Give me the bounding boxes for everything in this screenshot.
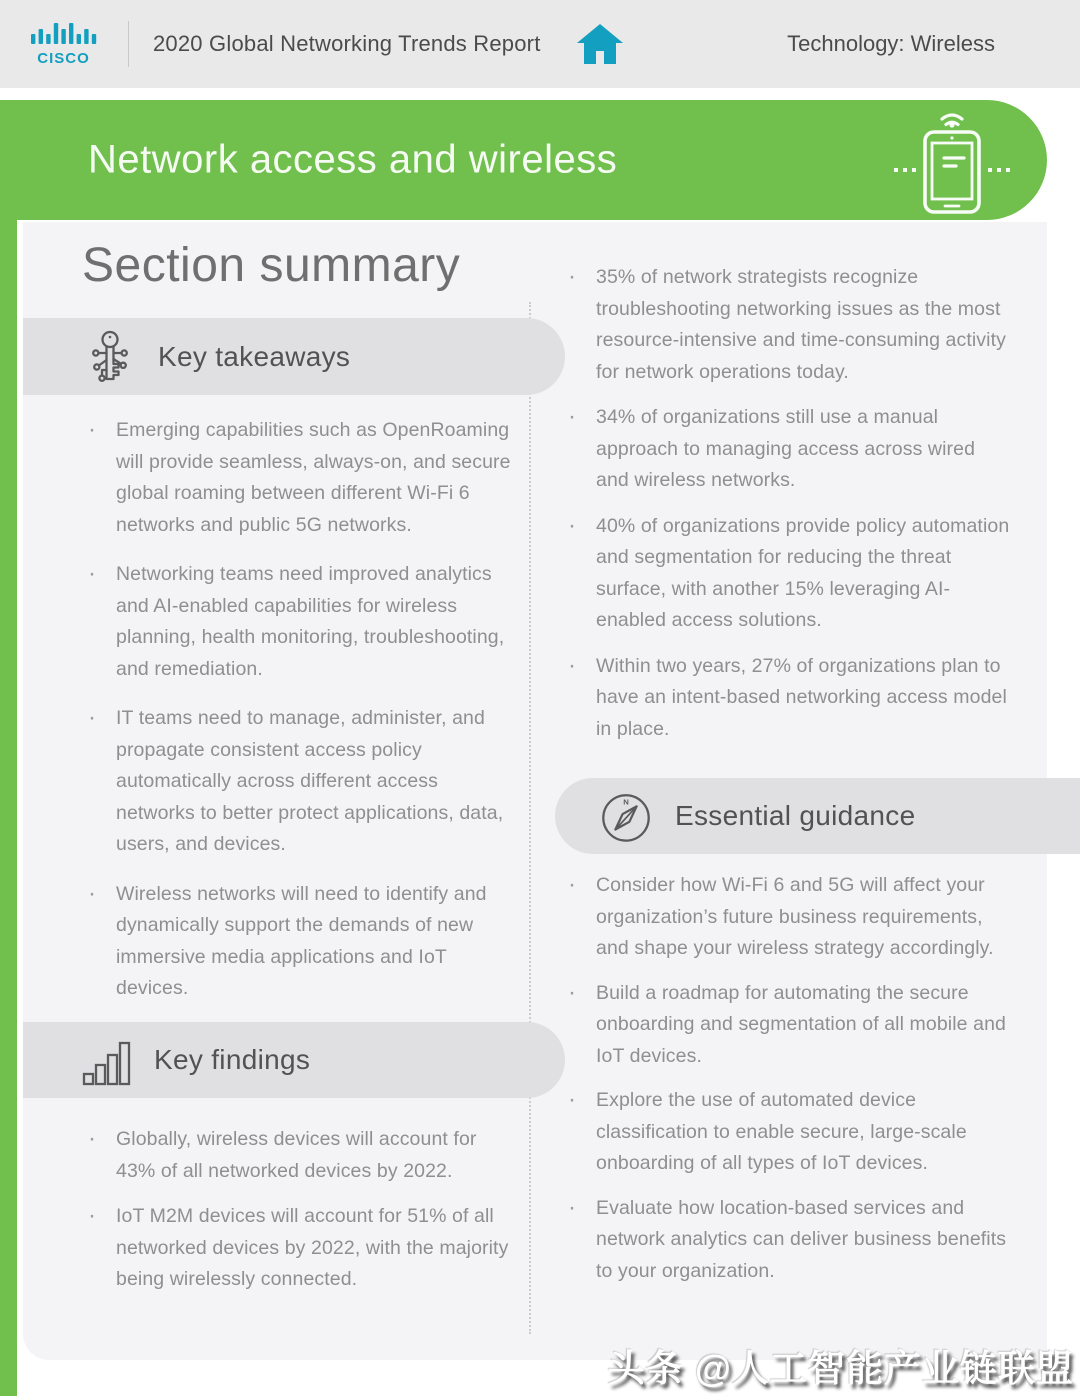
- takeaway-item: · Emerging capabilities such as OpenRoaming will provide seamless, always-on, and secure global roaming between different Wi-Fi 6 networks and public 5G networks.: [86, 415, 514, 541]
- essential-guidance-label: Essential guidance: [675, 800, 916, 831]
- guidance-item: · Consider how Wi-Fi 6 and 5G will affect your organization’s future business requirements, and shape your wireless strategy accordingly.: [566, 870, 1016, 965]
- side-strip: [0, 218, 17, 1396]
- guidance-item: · Explore the use of automated device classification to enable secure, large-scale onboarding of all types of IoT devices.: [566, 1085, 1016, 1180]
- home-icon[interactable]: [577, 24, 623, 64]
- guidance-list: [566, 870, 1016, 1300]
- stat-item: · Within two years, 27% of organizations plan to have an intent-based networking access model in place.: [566, 651, 1012, 746]
- guidance-item: · Build a roadmap for automating the secure onboarding and segmentation of all mobile and IoT devices.: [566, 978, 1016, 1073]
- guidance-item: · Evaluate how location-based services and network analytics can deliver business benefits to your organization.: [566, 1193, 1016, 1288]
- key-takeaways-header: [23, 318, 565, 395]
- cisco-logo-icon: [30, 18, 108, 70]
- takeaway-item: · Wireless networks will need to identify and dynamically support the demands of new immersive media applications and IoT devices.: [86, 879, 514, 1005]
- takeaways-list: [86, 415, 514, 1023]
- svg-text:CISCO: CISCO: [37, 50, 90, 67]
- finding-item: · IoT M2M devices will account for 51% of all networked devices by 2022, with the majority being wirelessly connected.: [86, 1201, 518, 1296]
- header-divider: [128, 21, 129, 67]
- key-findings-label: Key findings: [154, 1044, 311, 1075]
- report-title: 2020 Global Networking Trends Report: [153, 31, 541, 56]
- banner-title: Network access and wireless: [88, 137, 618, 182]
- key-findings-header: [23, 1022, 565, 1098]
- stat-item: · 40% of organizations provide policy automation and segmentation for reducing the threat surface, with another 15% leveraging AI-enabled access solutions.: [566, 511, 1012, 637]
- stat-item: · 35% of network strategists recognize troubleshooting networking issues as the most resource-intensive and time-consuming activity for network operations today.: [566, 262, 1012, 388]
- findings-list: [86, 1124, 518, 1310]
- key-circuit-icon: [80, 328, 138, 386]
- stats-list: [566, 262, 1012, 759]
- essential-guidance-header: [555, 778, 1080, 854]
- cisco-logo: [30, 18, 108, 70]
- stat-item: · 34% of organizations still use a manual approach to managing access across wired and wireless networks.: [566, 402, 1012, 497]
- watermark: 头条 @人工智能产业链联盟: [607, 1348, 1074, 1389]
- context-label: Technology: Wireless: [787, 31, 995, 56]
- takeaway-item: · Networking teams need improved analytics and AI-enabled capabilities for wireless planning, health monitoring, troubleshooting, and remediation.: [86, 559, 514, 685]
- svg-text:N: N: [623, 797, 629, 807]
- header: [0, 0, 1080, 88]
- section-banner: [0, 100, 1047, 220]
- takeaway-item: · IT teams need to manage, administer, and propagate consistent access policy automatically across different access networks to better protect applications, data, users, and devices.: [86, 703, 514, 861]
- column-divider: [529, 302, 531, 1334]
- compass-icon: [597, 787, 655, 845]
- bar-chart-icon: [80, 1033, 134, 1087]
- section-title: Section summary: [82, 239, 461, 292]
- finding-item: · Globally, wireless devices will account for 43% of all networked devices by 2022.: [86, 1124, 518, 1187]
- tablet-wireless-icon: [872, 110, 1032, 214]
- key-takeaways-label: Key takeaways: [158, 340, 351, 372]
